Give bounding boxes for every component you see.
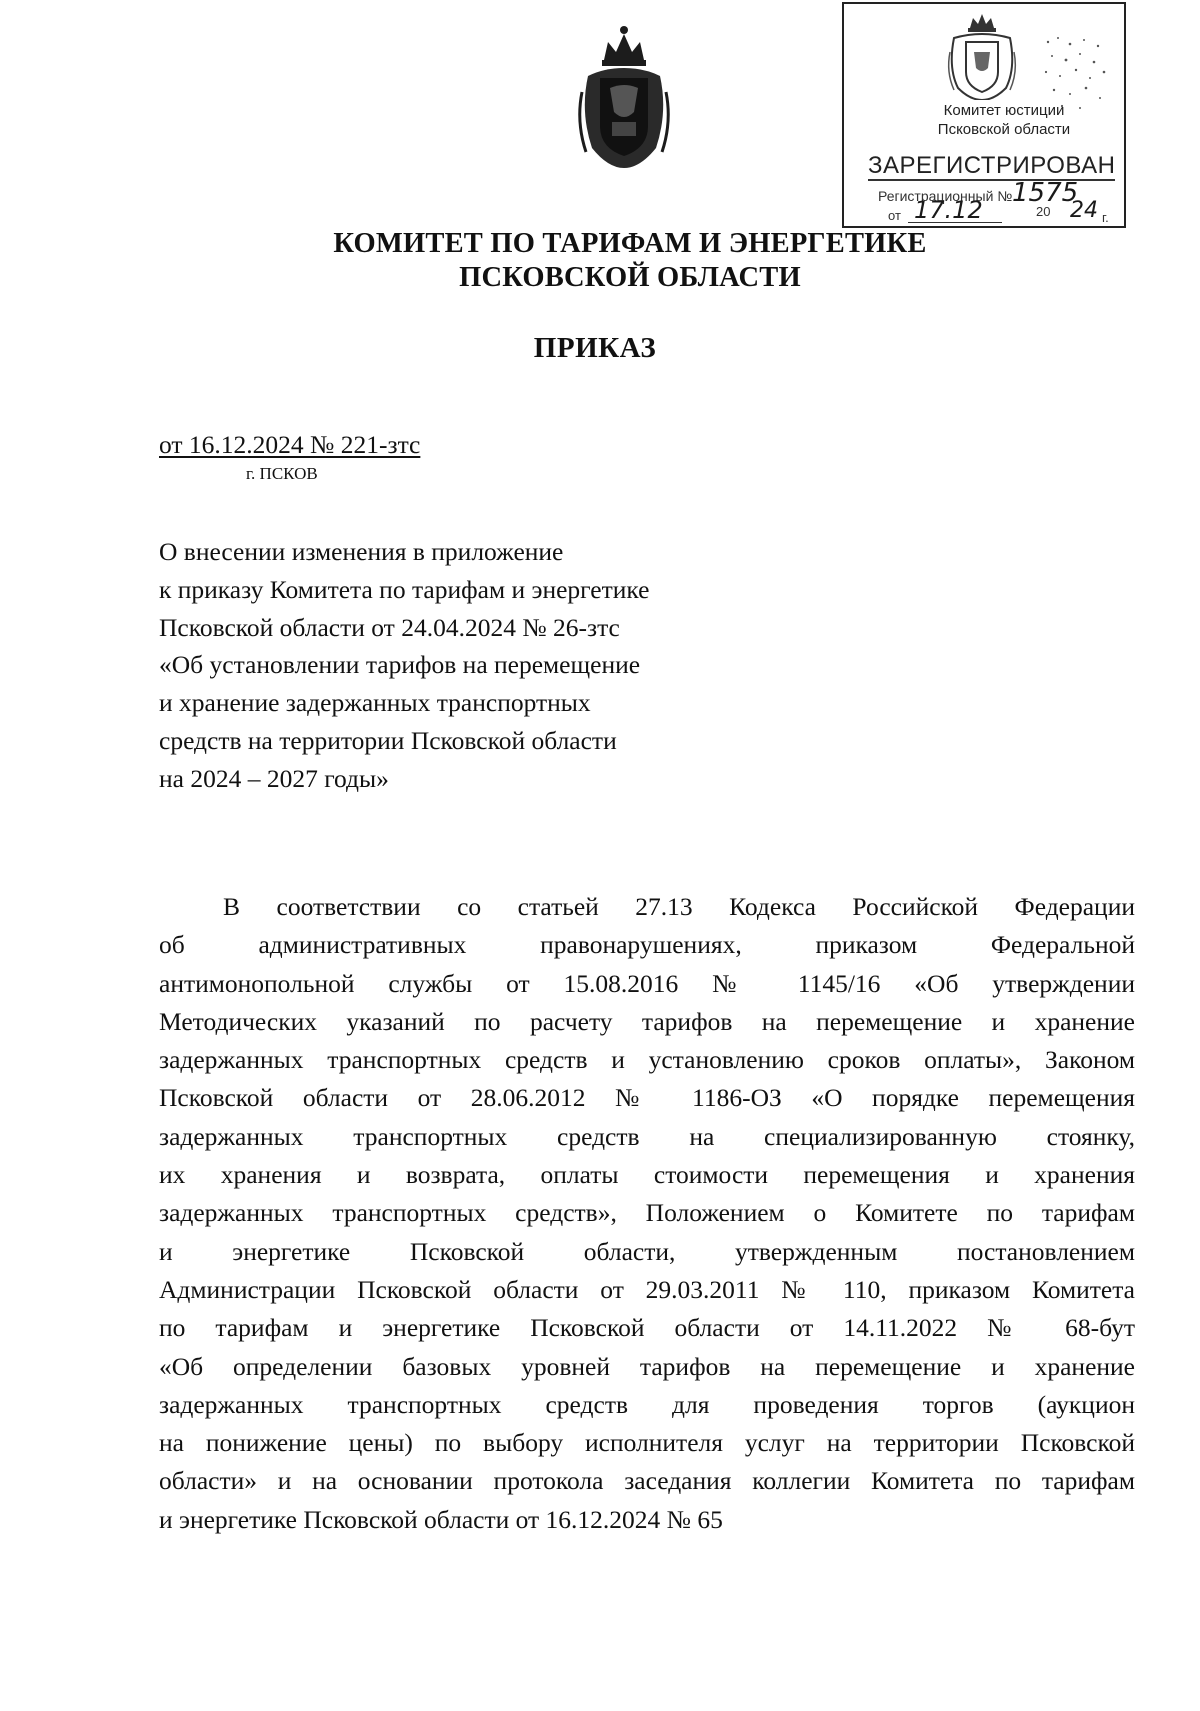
body-line: «Об определении базовых уровней тарифов на перемещение и хранение	[159, 1351, 1135, 1381]
body-line: области» и на основании протокола заседания коллегии Комитета по тарифам	[159, 1466, 1135, 1496]
subject-line: Псковской области от 24.04.2024 № 26-зтс	[159, 612, 620, 642]
stamp-date-handwritten: 17.12	[914, 196, 983, 224]
subject-line: к приказу Комитета по тарифам и энергетике	[159, 574, 650, 604]
order-date-number: от 16.12.2024 № 221-зтс	[159, 430, 421, 459]
body-line: их хранения и возврата, оплаты стоимости перемещения и хранения	[159, 1160, 1135, 1190]
stamp-organization-line-1: Комитет юстиции	[943, 102, 1065, 119]
subject-line: и хранение задержанных транспортных	[159, 688, 591, 718]
body-line: задержанных транспортных средств», Положением о Комитете по тарифам	[159, 1198, 1135, 1228]
coat-of-arms-icon	[574, 22, 674, 170]
body-line: задержанных транспортных средств на специализированную стоянку,	[159, 1121, 1135, 1151]
body-line: об административных правонарушениях, приказом Федеральной	[159, 930, 1135, 960]
stamp-date-underline	[908, 222, 1002, 223]
stamp-coat-of-arms-icon	[944, 12, 1020, 100]
stamp-seal-texture-icon	[1040, 32, 1112, 112]
body-line: и энергетике Псковской области, утвержденным постановлением	[159, 1236, 1135, 1266]
stamp-year-handwritten: 24	[1070, 198, 1098, 223]
body-line: Псковской области от 28.06.2012 № 1186-ОЗ «О порядке перемещения	[159, 1083, 1135, 1113]
body-line: В соответствии со статьей 27.13 Кодекса Российской Федерации	[223, 892, 1135, 921]
body-line: антимонопольной службы от 15.08.2016 № 1145/16 «Об утверждении	[159, 968, 1135, 998]
order-subject	[159, 533, 779, 798]
body-line: на понижение цены) по выбору исполнителя услуг на территории Псковской	[159, 1428, 1135, 1458]
stamp-year-prefix: 20	[1036, 204, 1051, 219]
stamp-status: ЗАРЕГИСТРИРОВАН	[868, 152, 1116, 179]
stamp-year-suffix: г.	[1102, 210, 1109, 225]
body-line: Администрации Псковской области от 29.03.2011 № 110, приказом Комитета	[159, 1274, 1135, 1304]
subject-line: «Об установлении тарифов на перемещение	[159, 650, 641, 680]
stamp-organization-line-2: Псковской области	[937, 121, 1071, 138]
document-type-title: ПРИКАЗ	[533, 332, 657, 364]
subject-line: О внесении изменения в приложение	[159, 537, 564, 566]
stamp-date-prefix: от	[888, 208, 901, 223]
organization-name-line-2: ПСКОВСКОЙ ОБЛАСТИ	[459, 262, 801, 293]
registration-stamp	[842, 2, 1126, 228]
body-line: задержанных транспортных средств и установлению сроков оплаты», Законом	[159, 1045, 1135, 1075]
order-city: г. ПСКОВ	[246, 464, 318, 483]
stamp-reg-number: 1575	[1012, 178, 1079, 208]
organization-name-line-1: КОМИТЕТ ПО ТАРИФАМ И ЭНЕРГЕТИКЕ	[333, 228, 927, 259]
subject-line: средств на территории Псковской области	[159, 725, 617, 755]
body-line: по тарифам и энергетике Псковской области от 14.11.2022 № 68-бут	[159, 1313, 1135, 1343]
body-line: задержанных транспортных средств для проведения торгов (аукцион	[159, 1389, 1135, 1419]
order-body-paragraph	[159, 888, 1135, 1539]
subject-line: на 2024 – 2027 годы»	[159, 763, 389, 793]
body-line: Методических указаний по расчету тарифов на перемещение и хранение	[159, 1006, 1135, 1036]
body-line: и энергетике Псковской области от 16.12.2024 № 65	[159, 1504, 723, 1534]
stamp-reg-label: Регистрационный №	[878, 188, 1013, 204]
